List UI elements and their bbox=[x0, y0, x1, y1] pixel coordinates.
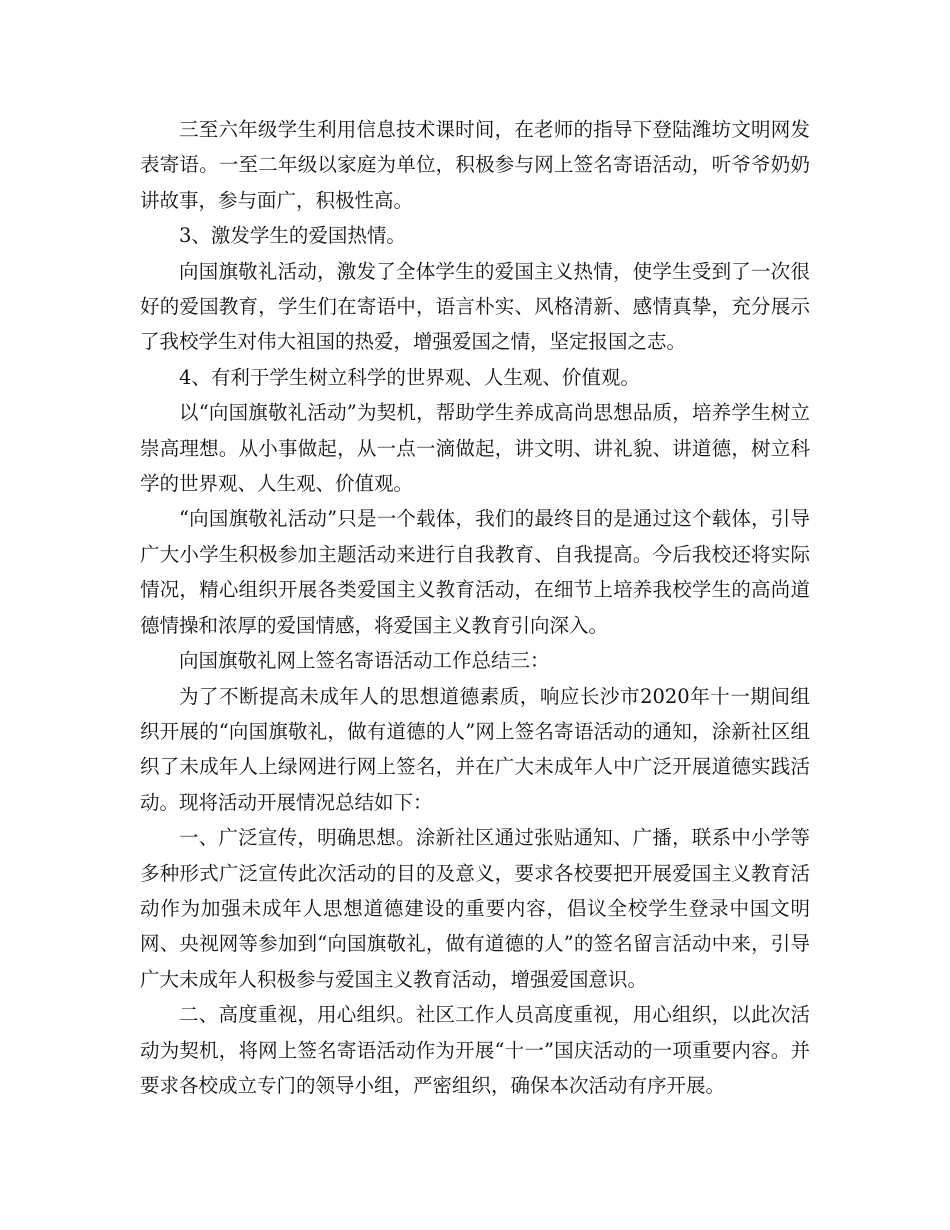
paragraph-patriotism-body: 向国旗敬礼活动，激发了全体学生的爱国主义热情，使学生受到了一次很好的爱国教育，学生们在寄语中，语言朴实、风格清新、感情真挚，充分展示了我校学生对伟大祖国的热爱，增强爱国之情，坚定报国之志。 bbox=[140, 259, 810, 354]
paragraph-heading-patriotism: 3、激发学生的爱国热情。 bbox=[179, 224, 406, 248]
paragraph-worldview-body: 以“向国旗敬礼活动”为契机，帮助学生养成高尚思想品质，培养学生树立崇高理想。从小事做起，从一点一滴做起，讲文明、讲礼貌、讲道德，树立科学的世界观、人生观、价值观。 bbox=[140, 401, 810, 496]
paragraph-section-one: 一、广泛宣传，明确思想。涂新社区通过张贴通知、广播，联系中小学等多种形式广泛宣传此次活动的目的及意义，要求各校要把开展爱国主义教育活动作为加强未成年人思想道德建设的重要内容，倡议全校学生登录中国文明网、央视网等参加到“向国旗敬礼，做有道德的人”的签名留言活动中来，引导广大未成年人积极参与爱国主义教育活动，增强爱国意识。 bbox=[140, 826, 810, 991]
paragraph-section-two: 二、高度重视，用心组织。社区工作人员高度重视，用心组织，以此次活动为契机，将网上签名寄语活动作为开展“十一”国庆活动的一项重要内容。并要求各校成立专门的领导小组，严密组织，确保本次活动有序开展。 bbox=[140, 1003, 810, 1097]
paragraph-summary-three-intro: 为了不断提高未成年人的思想道德素质，响应长沙市2020年十一期间组织开展的“向国旗敬礼，做有道德的人”网上签名寄语活动的通知，涂新社区组织了未成年人上绿网进行网上签名，并在广大未成年人中广泛开展道德实践活动。现将活动开展情况总结如下： bbox=[140, 684, 810, 814]
paragraph-summary-three-title: 向国旗敬礼网上签名寄语活动工作总结三： bbox=[179, 649, 550, 673]
paragraph-carrier-summary: “向国旗敬礼活动”只是一个载体，我们的最终目的是通过这个载体，引导广大小学生积极参加主题活动来进行自我教育、自我提高。今后我校还将实际情况，精心组织开展各类爱国主义教育活动，在细节上培养我校学生的高尚道德情操和浓厚的爱国情感，将爱国主义教育引向深入。 bbox=[140, 507, 810, 637]
document-page bbox=[140, 112, 810, 1103]
paragraph-intro-activity: 三至六年级学生利用信息技术课时间，在老师的指导下登陆潍坊文明网发表寄语。一至二年级以家庭为单位，积极参与网上签名寄语活动，听爷爷奶奶讲故事，参与面广，积极性高。 bbox=[140, 118, 810, 212]
paragraph-heading-worldview: 4、有利于学生树立科学的世界观、人生观、价值观。 bbox=[179, 365, 640, 389]
